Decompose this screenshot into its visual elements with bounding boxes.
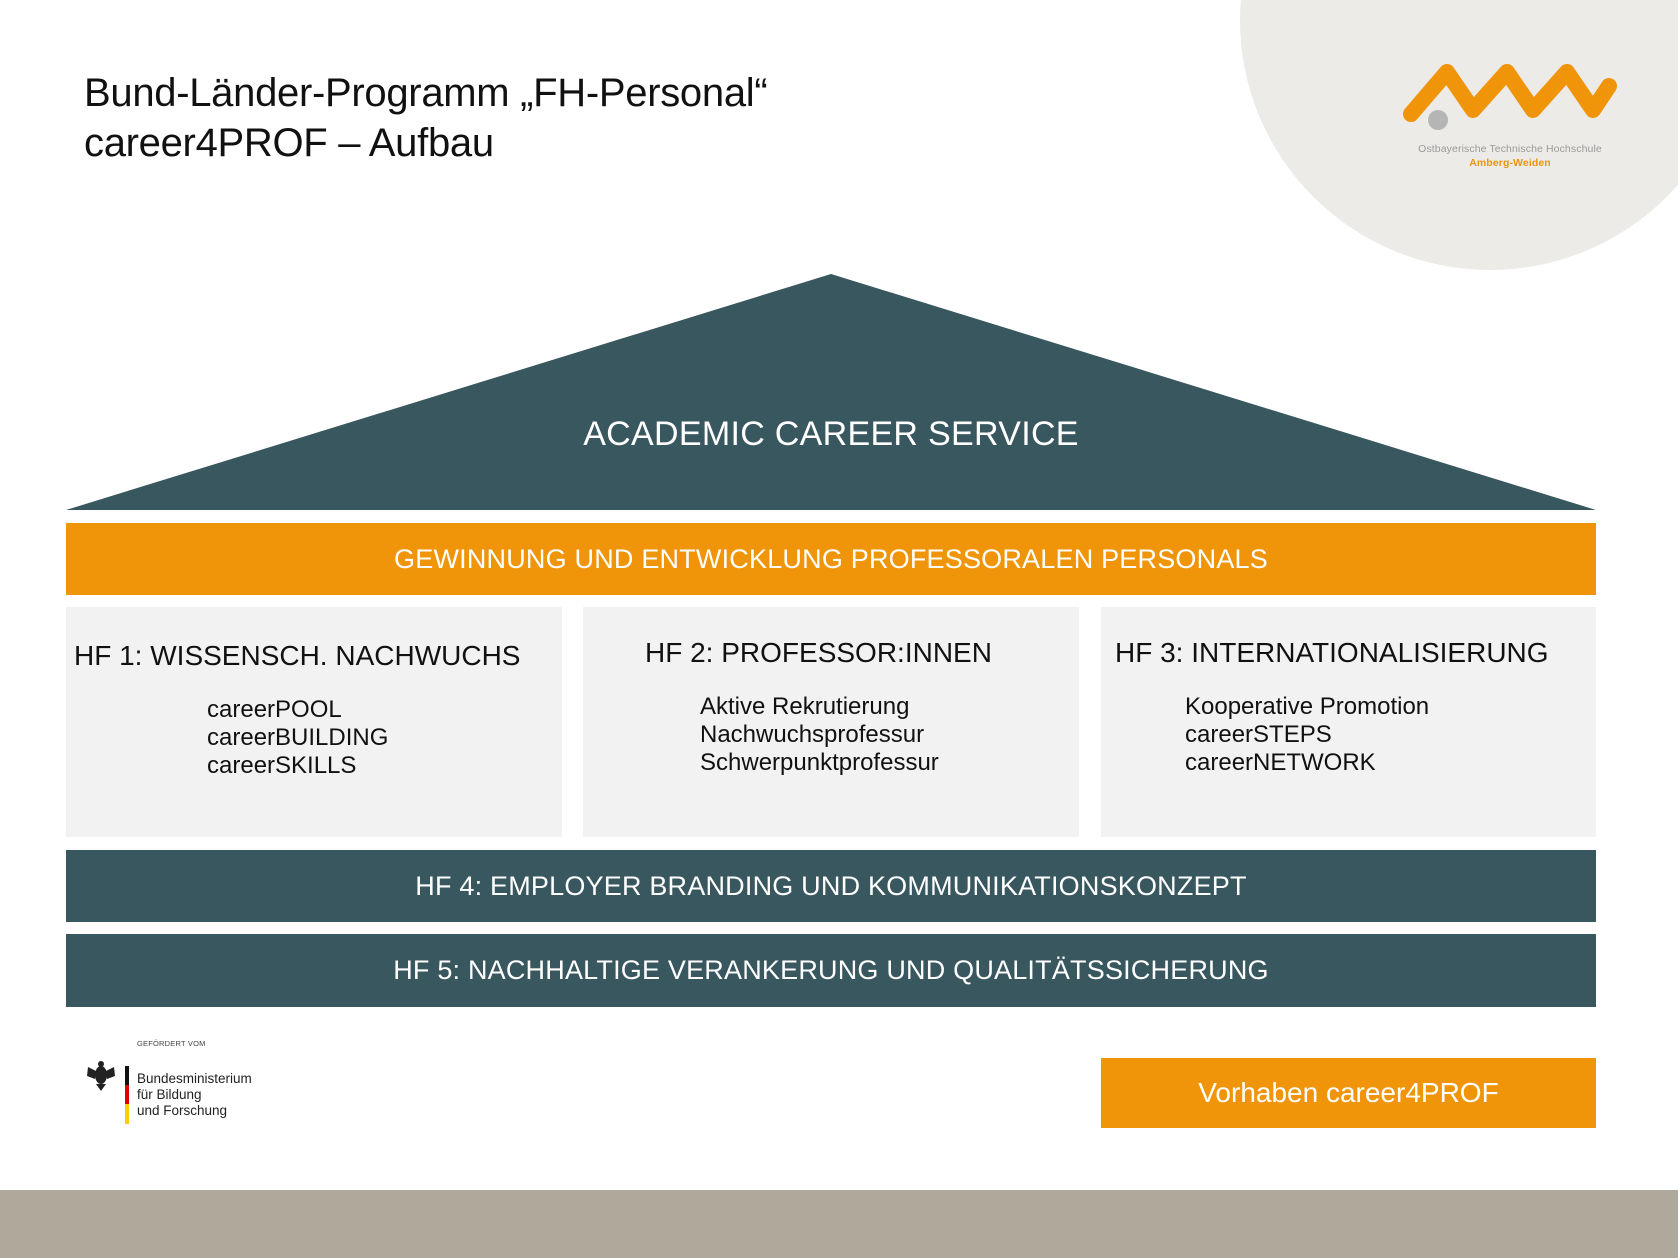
funded-by-label: GEFÖRDERT VOM bbox=[137, 1039, 206, 1048]
title-line-1: Bund-Länder-Programm „FH-Personal“ bbox=[84, 71, 768, 115]
list-item: Aktive Rekrutierung bbox=[700, 693, 910, 720]
list-item: Kooperative Promotion bbox=[1185, 693, 1430, 720]
band-hf5-label: HF 5: NACHHALTIGE VERANKERUNG UND QUALITÄTSSICHERUNG bbox=[393, 955, 1269, 985]
pillar-hf2-list bbox=[700, 693, 939, 777]
ministry-name-line-3: und Forschung bbox=[137, 1103, 228, 1118]
ministry-name bbox=[137, 1071, 252, 1119]
pillar-hf1 bbox=[66, 607, 562, 837]
list-item: Schwerpunktprofessur bbox=[700, 749, 939, 776]
title-line-2: career4PROF – Aufbau bbox=[84, 121, 494, 165]
band-hf5 bbox=[66, 934, 1596, 1007]
logo-text-line-1: Ostbayerische Technische Hochschule bbox=[1418, 143, 1602, 155]
band-hf4-label: HF 4: EMPLOYER BRANDING UND KOMMUNIKATIONSKONZEPT bbox=[415, 870, 1247, 901]
pillar-hf2 bbox=[583, 607, 1079, 837]
band-hf4 bbox=[66, 850, 1596, 922]
list-item: careerPOOL bbox=[207, 696, 342, 723]
career4prof-button-label: Vorhaben career4PROF bbox=[1198, 1077, 1499, 1108]
orange-band-label: GEWINNUNG UND ENTWICKLUNG PROFESSORALEN PERSONALS bbox=[394, 543, 1268, 574]
orange-band bbox=[66, 523, 1596, 595]
page-title bbox=[84, 68, 767, 168]
list-item: careerSKILLS bbox=[207, 752, 357, 779]
logo-dot bbox=[1428, 110, 1448, 130]
logo-text-line-2: Amberg-Weiden bbox=[1469, 157, 1551, 169]
list-item: careerSTEPS bbox=[1185, 721, 1332, 748]
pillar-hf2-title: HF 2: PROFESSOR:INNEN bbox=[645, 637, 992, 668]
ministry-name-line-2: für Bildung bbox=[137, 1087, 202, 1102]
logo-wave bbox=[1411, 72, 1609, 114]
pillar-hf1-list bbox=[207, 696, 388, 780]
roof-label: ACADEMIC CAREER SERVICE bbox=[583, 415, 1079, 453]
footer-bar bbox=[0, 1190, 1678, 1258]
pillar-hf3 bbox=[1101, 607, 1596, 837]
house-roof bbox=[66, 274, 1596, 511]
list-item: Nachwuchsprofessur bbox=[700, 721, 925, 748]
pillar-hf3-title: HF 3: INTERNATIONALISIERUNG bbox=[1115, 637, 1549, 668]
list-item: careerBUILDING bbox=[207, 724, 389, 751]
federal-eagle-icon bbox=[84, 1035, 134, 1155]
career4prof-button[interactable] bbox=[1101, 1058, 1596, 1128]
ministry-name-line-1: Bundesministerium bbox=[137, 1071, 252, 1086]
pillar-hf3-list bbox=[1185, 693, 1429, 777]
pillar-hf1-title: HF 1: WISSENSCH. NACHWUCHS bbox=[74, 640, 521, 671]
list-item: careerNETWORK bbox=[1185, 749, 1376, 776]
university-logo-icon bbox=[1395, 58, 1625, 138]
